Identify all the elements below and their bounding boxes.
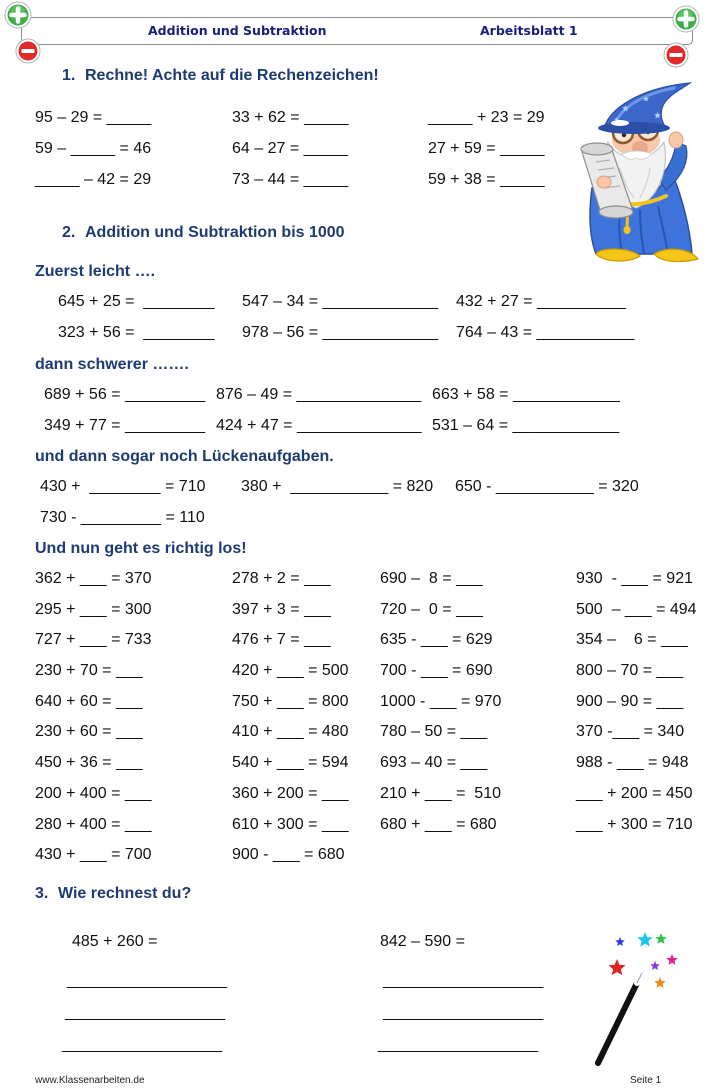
equation: 547 – 34 = _____________ — [242, 293, 439, 310]
minus-icon — [15, 38, 41, 64]
equation: 380 + ___________ = 820 — [241, 478, 434, 495]
section-number: 2. — [62, 224, 76, 241]
practice-row — [0, 661, 712, 681]
equation: 978 – 56 = _____________ — [242, 324, 439, 341]
section-heading: Rechne! Achte auf die Rechenzeichen! — [85, 67, 379, 84]
equation: 432 + 27 = __________ — [456, 293, 626, 310]
equation: 690 – 8 = ___ — [380, 570, 483, 587]
equation: 278 + 2 = ___ — [232, 570, 331, 587]
equation: 349 + 77 = _________ — [44, 417, 206, 434]
equation: 280 + 400 = ___ — [35, 816, 152, 833]
exercise-row — [0, 385, 712, 405]
equation: 689 + 56 = _________ — [44, 386, 206, 403]
equation: 430 + ___ = 700 — [35, 846, 152, 863]
equation: 750 + ___ = 800 — [232, 693, 349, 710]
practice-row — [0, 784, 712, 804]
section-heading: Addition und Subtraktion bis 1000 — [85, 224, 345, 241]
equation: 900 – 90 = ___ — [576, 693, 684, 710]
equation: 988 - ___ = 948 — [576, 754, 689, 771]
practice-row — [0, 753, 712, 773]
equation: 800 – 70 = ___ — [576, 662, 684, 679]
answer-line: __________________ — [378, 1036, 539, 1053]
equation: 430 + ________ = 710 — [40, 478, 206, 495]
equation: 476 + 7 = ___ — [232, 631, 331, 648]
worksheet-title: Addition und Subtraktion — [148, 23, 327, 38]
answer-line: __________________ — [383, 1004, 544, 1021]
star-icon — [655, 933, 666, 944]
star-icon — [637, 932, 652, 946]
plus-icon — [4, 1, 32, 29]
subsection-label: und dann sogar noch Lückenaufgaben. — [35, 448, 334, 465]
practice-row — [0, 815, 712, 835]
equation: _____ + 23 = 29 — [428, 109, 545, 126]
equation: 295 + ___ = 300 — [35, 601, 152, 618]
equation: 354 – 6 = ___ — [576, 631, 688, 648]
worksheet-number: Arbeitsblatt 1 — [480, 23, 578, 38]
section-number: 1. — [62, 67, 76, 84]
exercise-row — [0, 323, 712, 343]
equation: 531 – 64 = ____________ — [432, 417, 620, 434]
equation: 370 -___ = 340 — [576, 723, 685, 740]
equation: 700 - ___ = 690 — [380, 662, 493, 679]
section-heading: Wie rechnest du? — [58, 885, 192, 902]
practice-row — [0, 722, 712, 742]
equation: 610 + 300 = ___ — [232, 816, 349, 833]
equation: 540 + ___ = 594 — [232, 754, 349, 771]
magic-wand-illustration — [592, 925, 684, 1070]
exercise-row — [0, 416, 712, 436]
equation: 33 + 62 = _____ — [232, 109, 349, 126]
equation: 876 – 49 = ______________ — [216, 386, 422, 403]
equation: 59 – _____ = 46 — [35, 140, 152, 157]
footer-page-number: Seite 1 — [630, 1075, 662, 1086]
subsection-label: dann schwerer ……. — [35, 356, 189, 373]
answer-line: __________________ — [65, 1004, 226, 1021]
equation: 362 + ___ = 370 — [35, 570, 152, 587]
task-problem: 485 + 260 = — [72, 933, 158, 950]
equation: 397 + 3 = ___ — [232, 601, 331, 618]
equation: 360 + 200 = ___ — [232, 785, 349, 802]
equation: ___ + 300 = 710 — [576, 816, 693, 833]
star-icon — [608, 959, 625, 975]
answer-line: __________________ — [67, 972, 228, 989]
equation: 640 + 60 = ___ — [35, 693, 143, 710]
equation: 764 – 43 = ___________ — [456, 324, 635, 341]
equation: 210 + ___ = 510 — [380, 785, 501, 802]
equation: 635 - ___ = 629 — [380, 631, 493, 648]
equation: 663 + 58 = ____________ — [432, 386, 620, 403]
equation: 930 - ___ = 921 — [576, 570, 693, 587]
equation: 650 - ___________ = 320 — [455, 478, 639, 495]
equation: 200 + 400 = ___ — [35, 785, 152, 802]
practice-row — [0, 600, 712, 620]
star-icon — [650, 961, 660, 970]
practice-row — [0, 845, 712, 865]
exercise-row — [0, 292, 712, 312]
equation: 424 + 47 = ______________ — [216, 417, 422, 434]
plus-icon — [672, 5, 700, 33]
equation: _____ – 42 = 29 — [35, 171, 152, 188]
equation: 1000 - ___ = 970 — [380, 693, 502, 710]
equation: 450 + 36 = ___ — [35, 754, 143, 771]
equation: 323 + 56 = ________ — [58, 324, 215, 341]
star-icon — [615, 937, 625, 946]
section-number: 3. — [35, 885, 49, 902]
equation: 95 – 29 = _____ — [35, 109, 152, 126]
equation: 59 + 38 = _____ — [428, 171, 545, 188]
task-problem: 842 – 590 = — [380, 933, 465, 950]
wizard-illustration — [570, 78, 702, 268]
equation: 730 - _________ = 110 — [40, 509, 205, 526]
practice-row — [0, 569, 712, 589]
subsection-label: Und nun geht es richtig los! — [35, 540, 247, 557]
star-icon — [654, 977, 665, 988]
exercise-row — [0, 508, 712, 528]
footer-website: www.Klassenarbeiten.de — [35, 1075, 145, 1086]
equation: 64 – 27 = _____ — [232, 140, 349, 157]
equation: 780 – 50 = ___ — [380, 723, 488, 740]
subsection-label: Zuerst leicht …. — [35, 263, 156, 280]
wizard-hat — [598, 83, 690, 134]
equation: ___ + 200 = 450 — [576, 785, 693, 802]
equation: 230 + 60 = ___ — [35, 723, 143, 740]
equation: 230 + 70 = ___ — [35, 662, 143, 679]
equation: 73 – 44 = _____ — [232, 171, 349, 188]
equation: 727 + ___ = 733 — [35, 631, 152, 648]
exercise-row — [0, 477, 712, 497]
wand-stick — [598, 983, 637, 1063]
equation: 693 – 40 = ___ — [380, 754, 488, 771]
equation: 410 + ___ = 480 — [232, 723, 349, 740]
practice-row — [0, 630, 712, 650]
header-bar — [21, 17, 693, 45]
equation: 500 – ___ = 494 — [576, 601, 697, 618]
equation: 27 + 59 = _____ — [428, 140, 545, 157]
equation: 680 + ___ = 680 — [380, 816, 497, 833]
answer-line: __________________ — [62, 1036, 223, 1053]
star-icon — [666, 954, 677, 965]
minus-icon — [663, 42, 689, 68]
practice-row — [0, 692, 712, 712]
equation: 645 + 25 = ________ — [58, 293, 215, 310]
equation: 900 - ___ = 680 — [232, 846, 345, 863]
equation: 420 + ___ = 500 — [232, 662, 349, 679]
answer-line: __________________ — [383, 972, 544, 989]
equation: 720 – 0 = ___ — [380, 601, 483, 618]
